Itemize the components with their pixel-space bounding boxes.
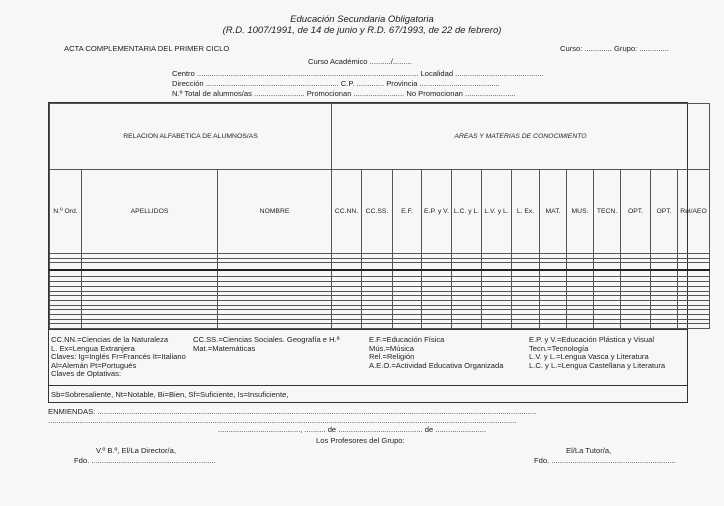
- legend-entry: Tecn.=Tecnología: [529, 343, 589, 353]
- grade-cell[interactable]: [422, 270, 452, 277]
- curso-grupo-field[interactable]: Curso: ............. Grupo: ..............: [560, 44, 669, 53]
- column-header: CC.SS.: [362, 169, 393, 253]
- table-row: [50, 270, 710, 277]
- grade-cell[interactable]: [512, 324, 540, 329]
- grade-cell[interactable]: [678, 324, 710, 329]
- grade-cell[interactable]: [332, 270, 362, 277]
- grade-cell[interactable]: [512, 270, 540, 277]
- document-title: Educación Secundaria Obligatoria: [290, 14, 434, 25]
- grade-cell[interactable]: [332, 324, 362, 329]
- profesores-label: Los Profesores del Grupo:: [316, 436, 405, 445]
- column-header: MUS.: [567, 169, 594, 253]
- date-line[interactable]: ......................................., .......... de ........................................ de ........................: [218, 425, 486, 434]
- total-alumnos-field[interactable]: N.º Total de alumnos/as ........................ Promocionan ........................ No Promocionan ........................: [172, 89, 516, 98]
- grade-cell[interactable]: [651, 270, 678, 277]
- grade-cell[interactable]: [621, 270, 651, 277]
- column-header: L.V. y L.: [482, 169, 512, 253]
- director-signature-field[interactable]: Fdo. ...........................................................: [74, 456, 216, 465]
- grade-cell[interactable]: [50, 263, 82, 270]
- grade-cell[interactable]: [651, 324, 678, 329]
- grade-cell[interactable]: [594, 263, 621, 270]
- legend-entry: E.F.=Educación Física: [369, 335, 445, 344]
- grade-cell[interactable]: [540, 324, 567, 329]
- legend-entry: Mús.=Música: [369, 343, 414, 353]
- column-header: N.º Ord.: [50, 169, 82, 253]
- grade-cell[interactable]: [218, 263, 332, 270]
- valuation-key: [48, 386, 688, 403]
- centro-field[interactable]: Centro ......................................................................................................... Localidad ..........................................: [172, 69, 544, 78]
- column-header: CC.NN.: [332, 169, 362, 253]
- grade-cell[interactable]: [452, 270, 482, 277]
- grade-cell[interactable]: [362, 263, 393, 270]
- legend-entry: L.C. y L.=Lengua Castellana y Literatura: [529, 360, 666, 370]
- valuation-text: Sb=Sobresaliente, Nt=Notable, Bi=Bien, Sf=Suficiente, Is=Insuficiente,: [51, 390, 289, 399]
- legend-entry: CC.SS.=Ciencias Sociales. Geografía e H.ª: [193, 335, 340, 344]
- enmiendas-field[interactable]: ENMIENDAS: ................................................................................................................................................................................................................: [48, 407, 537, 416]
- legend-entry: A.E.O.=Actividad Educativa Organizada: [369, 360, 504, 370]
- column-header: Rel/AEO: [678, 169, 710, 253]
- enmiendas-line-2[interactable]: ..............................................................................................................................................................................................................................: [48, 416, 517, 425]
- table-row: [50, 324, 710, 329]
- legend-entry: L.V. y L.=Lengua Vasca y Literatura: [529, 352, 649, 362]
- grade-cell[interactable]: [452, 324, 482, 329]
- grade-cell[interactable]: [82, 324, 218, 329]
- legend-entry: Mat.=Matemáticas: [193, 343, 256, 353]
- grade-cell[interactable]: [393, 263, 422, 270]
- grade-cell[interactable]: [422, 324, 452, 329]
- grade-cell[interactable]: [482, 263, 512, 270]
- grade-cell[interactable]: [678, 270, 710, 277]
- director-label: V.º B.º, El/La Director/a,: [96, 446, 176, 455]
- grade-cell[interactable]: [82, 263, 218, 270]
- right-section-title: AREAS Y MATERIAS DE CONOCIMIENTO: [332, 104, 710, 170]
- abbreviations-legend: [48, 330, 688, 386]
- column-header: MAT.: [540, 169, 567, 253]
- tutor-label: El/La Tutor/a,: [566, 446, 612, 455]
- document-subtitle: (R.D. 1007/1991, de 14 de junio y R.D. 67/1993, de 22 de febrero): [222, 25, 502, 36]
- grade-cell[interactable]: [482, 324, 512, 329]
- table-row: [50, 263, 710, 270]
- legend-entry: Rel.=Religión: [369, 352, 415, 362]
- grade-cell[interactable]: [540, 263, 567, 270]
- grade-cell[interactable]: [362, 270, 393, 277]
- column-header: OPT.: [621, 169, 651, 253]
- legend-entry: E.P. y V.=Educación Plástica y Visual: [529, 335, 655, 344]
- grade-cell[interactable]: [594, 270, 621, 277]
- direccion-field[interactable]: Dirección ............................................................... C.P. ............. Provincia ......................................: [172, 79, 500, 88]
- grade-cell[interactable]: [218, 270, 332, 277]
- grade-cell[interactable]: [393, 270, 422, 277]
- tutor-signature-field[interactable]: Fdo. ...........................................................: [534, 456, 676, 465]
- grade-cell[interactable]: [482, 270, 512, 277]
- grade-cell[interactable]: [218, 324, 332, 329]
- curso-academico-field[interactable]: Curso Académico ........../.........: [308, 57, 412, 66]
- grade-cell[interactable]: [512, 263, 540, 270]
- acta-title: ACTA COMPLEMENTARIA DEL PRIMER CICLO: [64, 44, 230, 53]
- column-header: L. Ex.: [512, 169, 540, 253]
- grade-cell[interactable]: [50, 324, 82, 329]
- grade-cell[interactable]: [540, 270, 567, 277]
- column-header: NOMBRE: [218, 169, 332, 253]
- grades-table: [48, 102, 707, 330]
- column-header: TECN.: [594, 169, 621, 253]
- column-header: E.F.: [393, 169, 422, 253]
- grade-cell[interactable]: [332, 263, 362, 270]
- grade-cell[interactable]: [594, 324, 621, 329]
- grade-cell[interactable]: [621, 324, 651, 329]
- grade-cell[interactable]: [678, 263, 710, 270]
- grade-cell[interactable]: [567, 263, 594, 270]
- grade-cell[interactable]: [567, 324, 594, 329]
- grade-cell[interactable]: [621, 263, 651, 270]
- grade-cell[interactable]: [651, 263, 678, 270]
- legend-entry: CC.NN.=Ciencias de la Naturaleza: [51, 335, 169, 344]
- column-header: APELLIDOS: [82, 169, 218, 253]
- legend-entry: Claves de Optativas:: [51, 369, 122, 379]
- grade-cell[interactable]: [422, 263, 452, 270]
- left-section-title: RELACION ALFABETICA DE ALUMNOS/AS: [50, 104, 332, 170]
- grade-cell[interactable]: [452, 263, 482, 270]
- legend-entry: Claves: Ig=Inglés Fr=Francés It=Italiano: [51, 352, 186, 362]
- legend-entry: L. Ex=Lengua Extranjera: [51, 343, 135, 353]
- column-header: L.C. y L.: [452, 169, 482, 253]
- grade-cell[interactable]: [567, 270, 594, 277]
- grade-cell[interactable]: [50, 270, 82, 277]
- legend-entry: Al=Alemán Pt=Portugués: [51, 360, 137, 370]
- grade-cell[interactable]: [362, 324, 393, 329]
- grade-cell[interactable]: [82, 270, 218, 277]
- column-header: OPT.: [651, 169, 678, 253]
- column-header: E.P. y V.: [422, 169, 452, 253]
- grade-cell[interactable]: [393, 324, 422, 329]
